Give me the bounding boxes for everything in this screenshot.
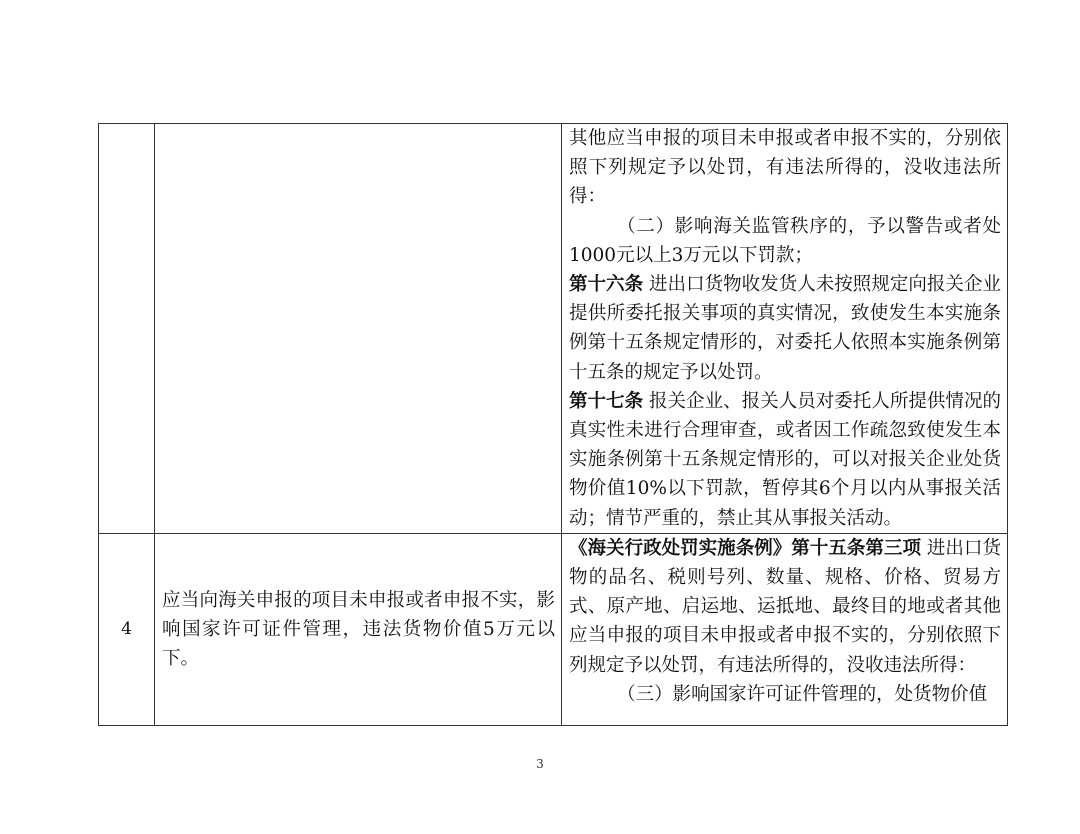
row-number: 4 (121, 619, 132, 640)
article-heading: 第十六条 (569, 274, 644, 296)
article-heading: 第十七条 (569, 390, 644, 412)
violation-description-cell (155, 533, 562, 725)
penalty-table (98, 123, 1008, 726)
law-paragraph: 其他应当申报的项目未申报或者申报不实的，分别依照下列规定予以处罚，有违法所得的，没收违法所得： (569, 128, 1001, 208)
violation-description (155, 124, 561, 132)
article-body: 报关企业、报关人员对委托人所提供情况的真实性未进行合理审查，或者因工作疏忽致使发生本实施条例第十五条规定情形的，可以对报关企业处货物价值10%以下罚款，暂停其6个月以内从事报关活动；情节严重的，禁止其从事报关活动。 (569, 390, 1001, 529)
legal-basis-cell (562, 533, 1008, 725)
violation-description: 应当向海关申报的项目未申报或者申报不实，影响国家许可证件管理，违法货物价值5万元以下。 (162, 589, 555, 669)
law-paragraph: （二）影响海关监管秩序的，予以警告或者处1000元以上3万元以下罚款； (569, 215, 1001, 266)
law-paragraph (569, 534, 1001, 680)
violation-description-cell (155, 124, 562, 534)
article-body: 进出口货物收发货人未按照规定向报关企业提供所委托报关事项的真实情况，致使发生本实施条例第十五条规定情形的，对委托人依照本实施条例第十五条的规定予以处罚。 (569, 274, 1001, 383)
page-number: 3 (536, 757, 544, 771)
legal-basis-text (562, 124, 1007, 533)
row-number-cell (99, 533, 155, 725)
row-number-cell (99, 124, 155, 534)
table-row (99, 124, 1008, 534)
article-heading: 《海关行政处罚实施条例》第十五条第三项 (569, 537, 921, 559)
article-body: 进出口货物的品名、税则号列、数量、规格、价格、贸易方式、原产地、启运地、运抵地、最终目的地或者其他应当申报的项目未申报或者申报不实的，分别依照下列规定予以处罚，有违法所得的，没收违法所得： (569, 537, 1001, 676)
table-row (99, 533, 1008, 725)
law-paragraph (569, 387, 1001, 533)
law-paragraph (569, 270, 1001, 387)
legal-basis-text (562, 534, 1007, 709)
law-paragraph: （三）影响国家许可证件管理的，处货物价值 (617, 683, 988, 705)
legal-basis-cell (562, 124, 1008, 534)
